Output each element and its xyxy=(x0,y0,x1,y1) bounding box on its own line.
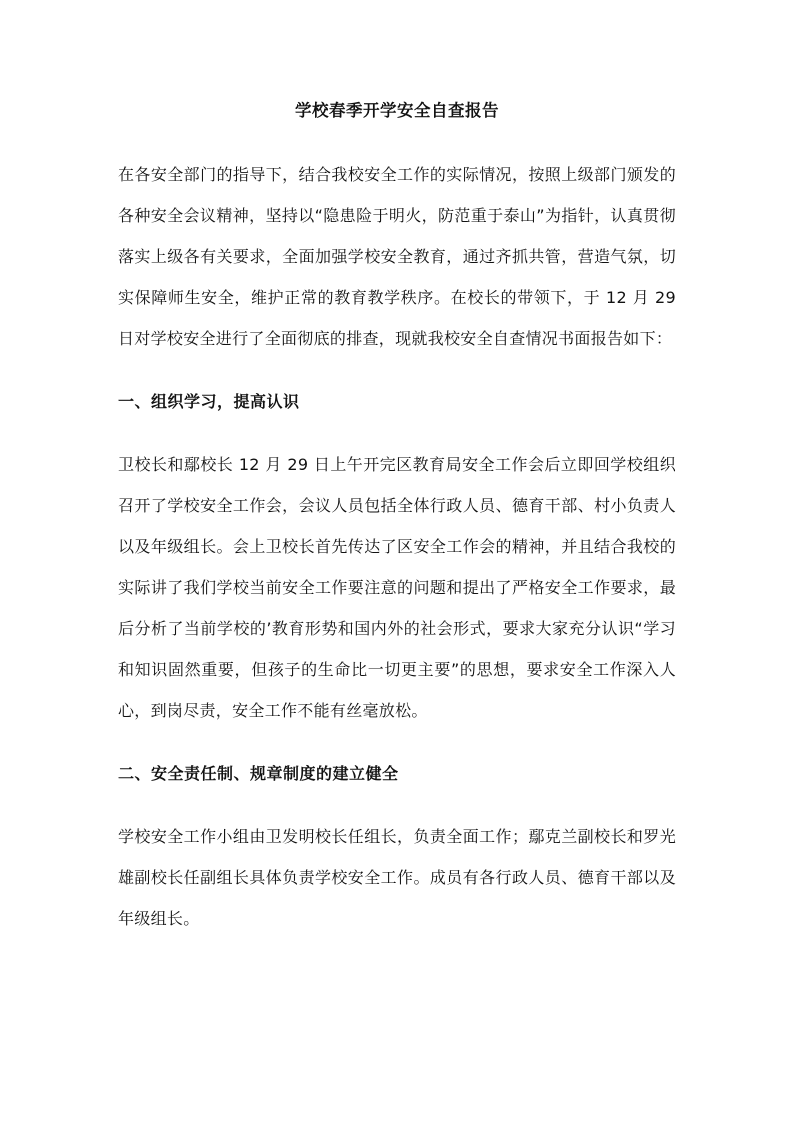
heading-section-2: 二、安全责任制、规章制度的建立健全 xyxy=(118,764,399,783)
paragraph-section-1: 卫校长和鄢校长 12 月 29 日上午开完区教育局安全工作会后立即回学校组织召开了学校安全工作会，会议人员包括全体行政人员、德育干部、村小负责人以及年级组长。会上卫校长首先传达了区安全工作会的精神，并且结合我校的实际讲了我们学校当前安全工作要注意的问题和提出了严格安全工作要求，最后分析了当前学校的’教育形势和国内外的社会形式，要求大家充分认识“学习和知识固然重要，但孩子的生命比一切更主要”的思想，要求安全工作深入人心，到岗尽责，安全工作不能有丝毫放松。 xyxy=(118,455,676,720)
paragraph-section-2: 学校安全工作小组由卫发明校长任组长，负责全面工作；鄢克兰副校长和罗光雄副校长任副组长具体负责学校安全工作。成员有各行政人员、德育干部以及年级组长。 xyxy=(118,827,676,928)
heading-section-1: 一、组织学习，提高认识 xyxy=(118,392,300,411)
document-title: 学校春季开学安全自查报告 xyxy=(295,101,499,120)
paragraph-intro: 在各安全部门的指导下，结合我校安全工作的实际情况，按照上级部门颁发的各种安全会议精神，坚持以“隐患险于明火，防范重于泰山”为指针，认真贯彻落实上级各有关要求，全面加强学校安全教育，通过齐抓共管，营造气氛，切实保障师生安全，维护正常的教育教学秩序。在校长的带领下，于 12 月 29 日对学校安全进行了全面彻底的排查，现就我校安全自查情况书面报告如下： xyxy=(118,165,676,348)
